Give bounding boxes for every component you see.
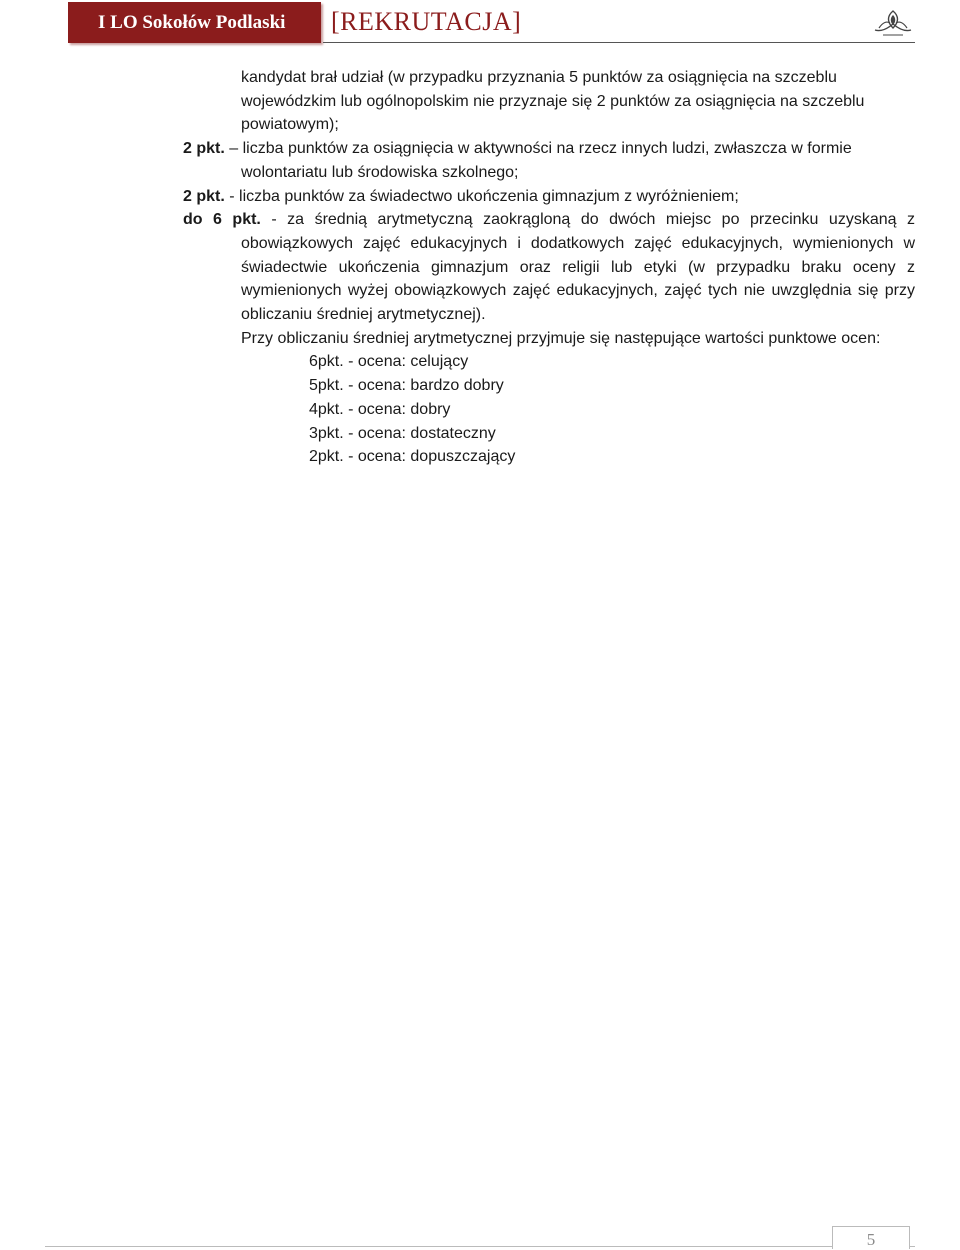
grade-item: 2pkt. - ocena: dopuszczający [309,448,516,466]
school-name: I LO Sokołów Podlaski [98,12,286,33]
grades-list [183,350,915,469]
grade-item: 3pkt. - ocena: dostateczny [309,424,496,442]
list-item [183,137,915,184]
list-item [183,185,915,209]
grade-item: 6pkt. - ocena: celujący [309,353,469,371]
grade-item: 4pkt. - ocena: dobry [309,400,451,418]
page-number-box [832,1226,910,1249]
footer-rule [45,1246,915,1247]
school-name-box [68,2,321,43]
grade-item: 5pkt. - ocena: bardzo dobry [309,377,504,395]
document-body [183,66,915,469]
ornament-logo-icon [873,8,913,38]
header-rule [323,42,915,43]
item-text: – liczba punktów za osiągnięcia w aktywności na rzecz innych ludzi, zwłaszcza w formie wolontariatu lub środowiska szkolnego; [224,140,852,181]
grades-intro: Przy obliczaniu średniej arytmetycznej przyjmuje się następujące wartości punktowe ocen: [241,329,881,347]
page-number: 5 [866,1230,876,1249]
item-text: - liczba punktów za świadectwo ukończenia gimnazjum z wyróżnieniem; [224,187,739,205]
list-item [183,208,915,327]
points-label: 2 pkt. [183,187,225,205]
item-text: - za średnią arytmetyczną zaokrągloną do dwóch miejsc po przecinku uzyskaną z obowiązkowych zajęć edukacyjnych i dodatkowych zajęć edukacyjnych, wymienionych w świadectwie ukończenia gimnazjum oraz religii lub etyki (w przypadku braku oceny z wymienionych wyżej obowiązkowych zajęć edukacyjnych, zajęć tych nie uwzględnia się przy obliczaniu średniej arytmetycznej). [241,211,916,324]
document-title: [REKRUTACJA] [331,7,522,36]
continued-paragraph: kandydat brał udział (w przypadku przyznania 5 punktów za osiągnięcia na szczeblu wojewódzkim lub ogólnopolskim nie przyznaje się 2 punktów za osiągnięcia na szczeblu powiatowym); [241,69,865,134]
points-label: do 6 pkt. [183,211,261,229]
points-label: 2 pkt. [183,140,225,158]
page-header [68,2,915,44]
